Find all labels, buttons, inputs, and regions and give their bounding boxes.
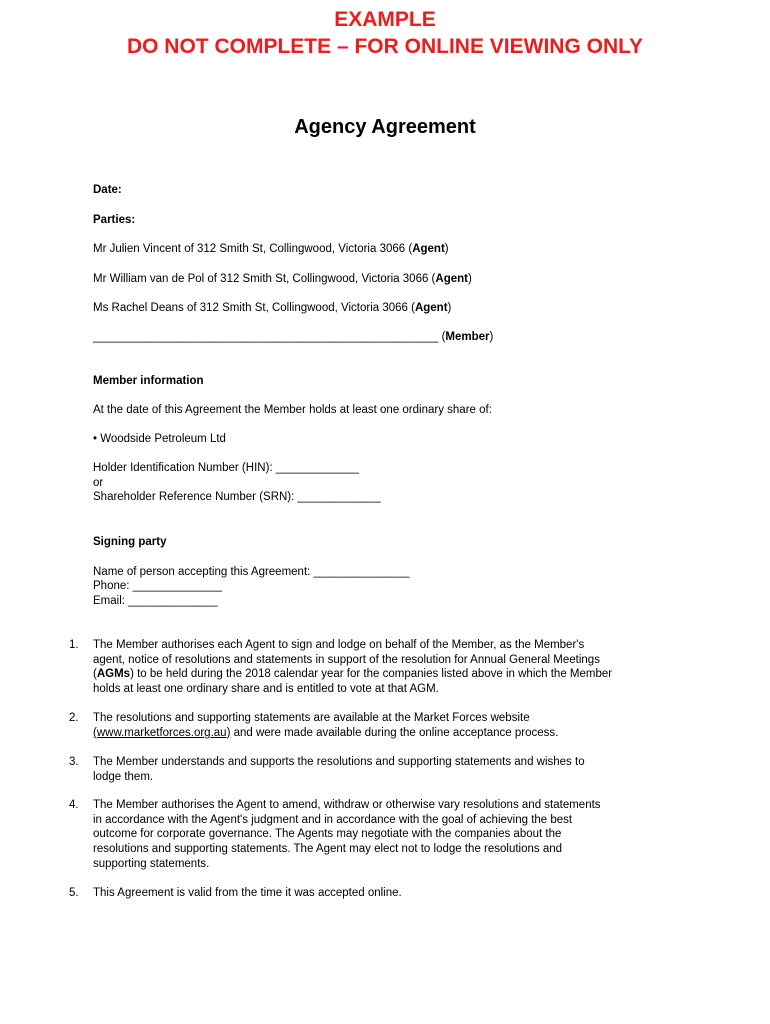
example-banner: EXAMPLE <box>334 8 436 31</box>
clause-line: The Member understands and supports the resolutions and supporting statements and wishes to <box>93 756 585 768</box>
clause-line: resolutions and supporting statements. The Agent may elect not to lodge the resolutions and <box>93 843 563 856</box>
email-field: Email: ______________ <box>93 595 218 607</box>
hin-field: Holder Identification Number (HIN): _____________ <box>93 462 359 474</box>
company-bullet: • Woodside Petroleum Ltd <box>93 433 226 445</box>
clause-line: This Agreement is valid from the time it was accepted online. <box>93 887 402 899</box>
date-label: Date: <box>93 184 122 196</box>
party-role: Agent <box>435 273 468 285</box>
signing-party-heading: Signing party <box>93 536 167 548</box>
clause-line: The Member authorises each Agent to sign and lodge on behalf of the Member, as the Member's <box>93 639 585 651</box>
clause-line-rest: ) to be held during the 2018 calendar year for the companies listed above in which the Member <box>130 668 613 681</box>
party-text: Mr William van de Pol of 312 Smith St, Collingwood, Victoria 3066 ( <box>93 273 436 285</box>
clause-number: 2. <box>69 712 79 724</box>
member-party-line <box>93 330 493 345</box>
party-line <box>93 301 451 316</box>
clause-text <box>93 711 693 740</box>
party-text: Ms Rachel Deans of 312 Smith St, Collingwood, Victoria 3066 ( <box>93 302 415 314</box>
clause-line: The resolutions and supporting statements are available at the Market Forces website <box>93 712 530 724</box>
clause-line: supporting statements. <box>93 857 210 870</box>
market-forces-link[interactable]: (www.marketforces.org.au) <box>93 726 231 739</box>
clause-text <box>93 798 693 872</box>
agms-term: AGMs <box>96 668 131 681</box>
clause-line <box>93 667 693 682</box>
member-info-intro: At the date of this Agreement the Member holds at least one ordinary share of: <box>93 404 492 416</box>
clause-number: 5. <box>69 887 79 899</box>
party-role: Agent <box>412 243 445 255</box>
clause-text <box>93 886 693 901</box>
name-field: Name of person accepting this Agreement: _______________ <box>93 566 410 578</box>
clause-line: holds at least one ordinary share and is entitled to vote at that AGM. <box>93 683 439 696</box>
member-info-heading: Member information <box>93 375 204 387</box>
clause-line: in accordance with the Agent's judgment and in accordance with the goal of achieving the best <box>93 813 573 826</box>
clause-line: lodge them. <box>93 770 154 783</box>
close-paren: ) <box>444 243 449 255</box>
open-paren: ( <box>93 668 97 681</box>
party-text: Mr Julien Vincent of 312 Smith St, Collingwood, Victoria 3066 ( <box>93 243 413 255</box>
clause-line: The Member authorises the Agent to amend, withdraw or otherwise vary resolutions and statements <box>93 799 601 811</box>
clause-number: 4. <box>69 799 79 811</box>
clause-text <box>93 755 693 784</box>
srn-field: Shareholder Reference Number (SRN): _____________ <box>93 491 381 503</box>
party-line <box>93 272 472 287</box>
party-role: Agent <box>414 302 448 314</box>
clause-number: 3. <box>69 756 79 768</box>
phone-field: Phone: ______________ <box>93 580 223 592</box>
close-paren: ) <box>447 302 452 314</box>
or-text: or <box>93 477 104 489</box>
clause-text <box>93 638 693 697</box>
document-title: Agency Agreement <box>294 116 476 138</box>
warning-banner: DO NOT COMPLETE – FOR ONLINE VIEWING ONLY <box>126 35 644 58</box>
parties-label: Parties: <box>93 214 136 226</box>
party-line <box>93 242 449 257</box>
clause-line: outcome for corporate governance. The Agents may negotiate with the companies about the <box>93 828 562 841</box>
clause-line <box>93 726 693 741</box>
clause-line-rest: and were made available during the online acceptance process. <box>230 726 559 739</box>
clause-line: agent, notice of resolutions and statements in support of the resolution for Annual General Meetings <box>93 653 600 666</box>
member-blank: ______________________________________________________ ( <box>93 331 446 343</box>
party-role: Member <box>445 331 490 343</box>
close-paren: ) <box>489 331 494 343</box>
close-paren: ) <box>467 273 472 285</box>
clause-number: 1. <box>69 639 79 651</box>
